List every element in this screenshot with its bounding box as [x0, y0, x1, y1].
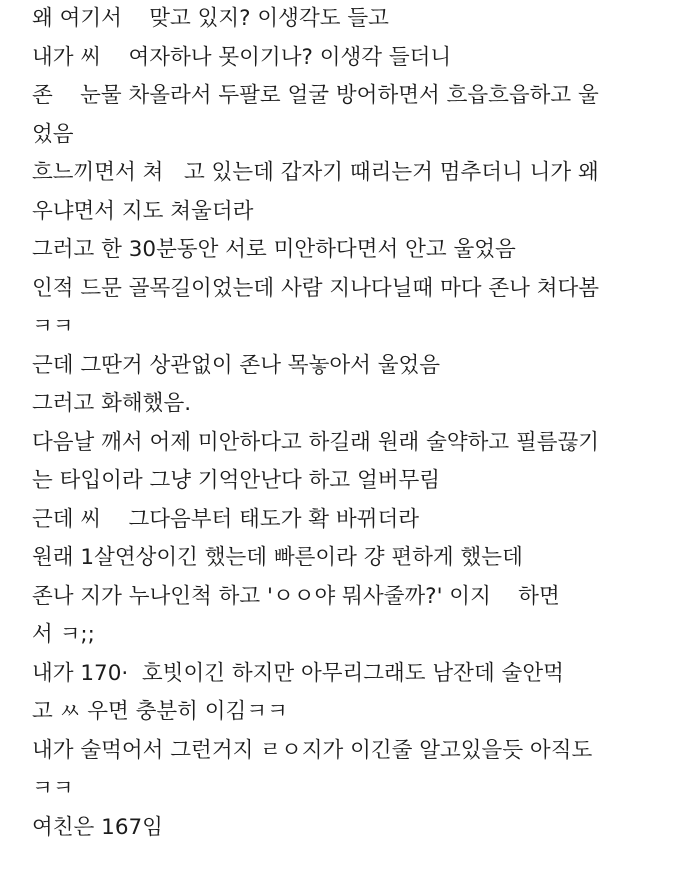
post-line-5: 흐느끼면서 쳐 고 있는데 갑자기 때리는거 멈추더니 니가 왜 [32, 160, 599, 185]
post-line-13: 는 타입이라 그냥 기억안난다 하고 얼버무림 [32, 468, 441, 493]
post-line-15: 원래 1살연상이긴 했는데 빠른이라 걍 편하게 했는데 [32, 545, 523, 570]
post-line-14: 근데 씨 그다음부터 태도가 확 바뀌더라 [32, 506, 419, 532]
post-line-7: 그러고 한 30분동안 서로 미안하다면서 안고 울었음 [32, 237, 516, 262]
post-line-4: 었음 [32, 121, 74, 147]
post-line-11: 그러고 화해했음. [32, 391, 192, 416]
post-line-3: 존 눈물 차올라서 두팔로 얼굴 방어하면서 흐읍흐읍하고 울 [32, 83, 599, 108]
post-line-21: ㅋㅋ [32, 776, 74, 801]
post-line-18: 내가 170· 호빗이긴 하지만 아무리그래도 남잔데 술안먹 [32, 660, 564, 686]
post-line-8: 인적 드문 골목길이었는데 사람 지나다닐때 마다 존나 쳐다봄 [32, 275, 600, 301]
post-line-20: 내가 술먹어서 그런거지 ㄹㅇ지가 이긴줄 알고있을듯 아직도 [32, 737, 593, 763]
post-body [32, 0, 662, 847]
post-line-1: 왜 여기서 맞고 있지? 이생각도 들고 [32, 6, 389, 31]
post-line-10: 근데 그딴거 상관없이 존나 목놓아서 울었음 [32, 352, 441, 378]
post-line-16: 존나 지가 누나인척 하고 'ㅇㅇ야 뭐사줄까?' 이지 하면 [32, 583, 560, 609]
post-line-19: 고 ㅆ 우면 충분히 이김ㅋㅋ [32, 699, 288, 724]
post-line-12: 다음날 깨서 어제 미안하다고 하길래 원래 술약하고 필름끊기 [32, 429, 600, 455]
post-line-22: 여친은 167임 [32, 814, 163, 840]
post-line-9: ㅋㅋ [32, 314, 74, 339]
post-line-2: 내가 씨 여자하나 못이기나? 이생각 들더니 [32, 44, 452, 70]
post-line-6: 우냐면서 지도 쳐울더라 [32, 198, 254, 224]
post-line-17: 서 ㅋ;; [32, 622, 95, 647]
